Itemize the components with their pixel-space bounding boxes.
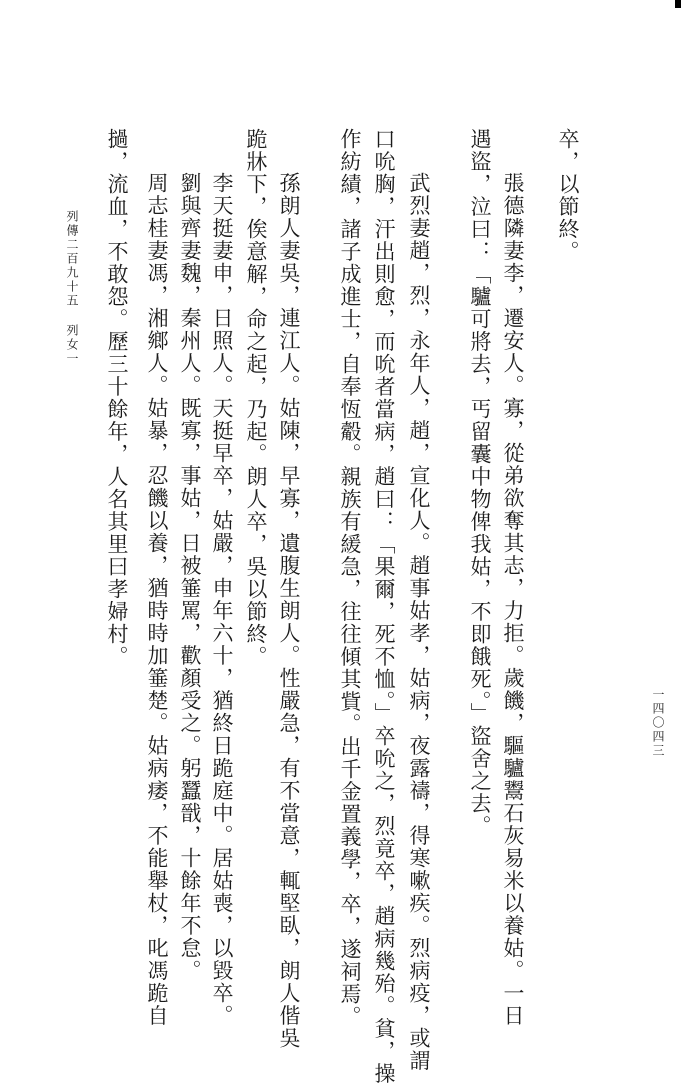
text-column-1: 卒，以節終。 bbox=[556, 128, 580, 263]
scan-corner-mark bbox=[675, 0, 681, 8]
running-head: 列傳二百九十五 列女一 bbox=[65, 210, 79, 366]
text-column-9: 李天挺妻申，日照人。天挺早卒，姑嚴，申年六十，猶終日跪庭中。居姑喪，以毀卒。 bbox=[210, 172, 234, 1027]
text-column-7: 孫朗人妻吳，連江人。姑陳，早寡，遺腹生朗人。性嚴急，有不當意，輒堅臥，朗人偕吳 bbox=[277, 172, 301, 1050]
text-column-3: 遇盜，泣曰：「驢可將去，丐留囊中物俾我姑，不即餓死。」盜舍之去。 bbox=[468, 128, 492, 838]
text-column-6: 作紡績，諸子成進士，自奉恆觳。親族有緩急，往往傾其貲。出千金置義學，卒，遂祠焉。 bbox=[338, 128, 362, 1028]
text-column-4: 武烈妻趙，烈，永年人，趙，宣化人。趙事姑孝，姑病，夜露禱，得寒嗽疾。烈病疫，或謂 bbox=[407, 172, 431, 1072]
text-column-5: 口吮胸，汗出則愈，而吮者當病，趙曰：「果爾，死不恤。」卒吮之，烈竟卒，趙病幾殆。貧，操 bbox=[372, 128, 396, 1085]
page-number: 一四〇四三 bbox=[651, 688, 665, 758]
text-column-10: 劉與齊妻魏，秦州人。既寡，事姑，日被箠罵，歡顏受之。躬蠶戩，十餘年不怠。 bbox=[178, 172, 202, 982]
text-column-2: 張德隣妻李，遷安人。寡，從弟欲奪其志，力拒。歲饑，驅驢鬻石灰易米以養姑。一日 bbox=[501, 172, 525, 1027]
text-column-8: 跪牀下，俟意解，命之起，乃起。朗人卒，吳以節終。 bbox=[244, 128, 268, 668]
text-column-11: 周志桂妻馮，湘鄉人。姑暴，忍饑以養，猶時時加箠楚。姑病痿，不能舉杖，叱馮跪自 bbox=[145, 172, 169, 1027]
text-column-12: 撾，流血，不敢怨。歷三十餘年，人名其里曰孝婦村。 bbox=[105, 128, 129, 668]
